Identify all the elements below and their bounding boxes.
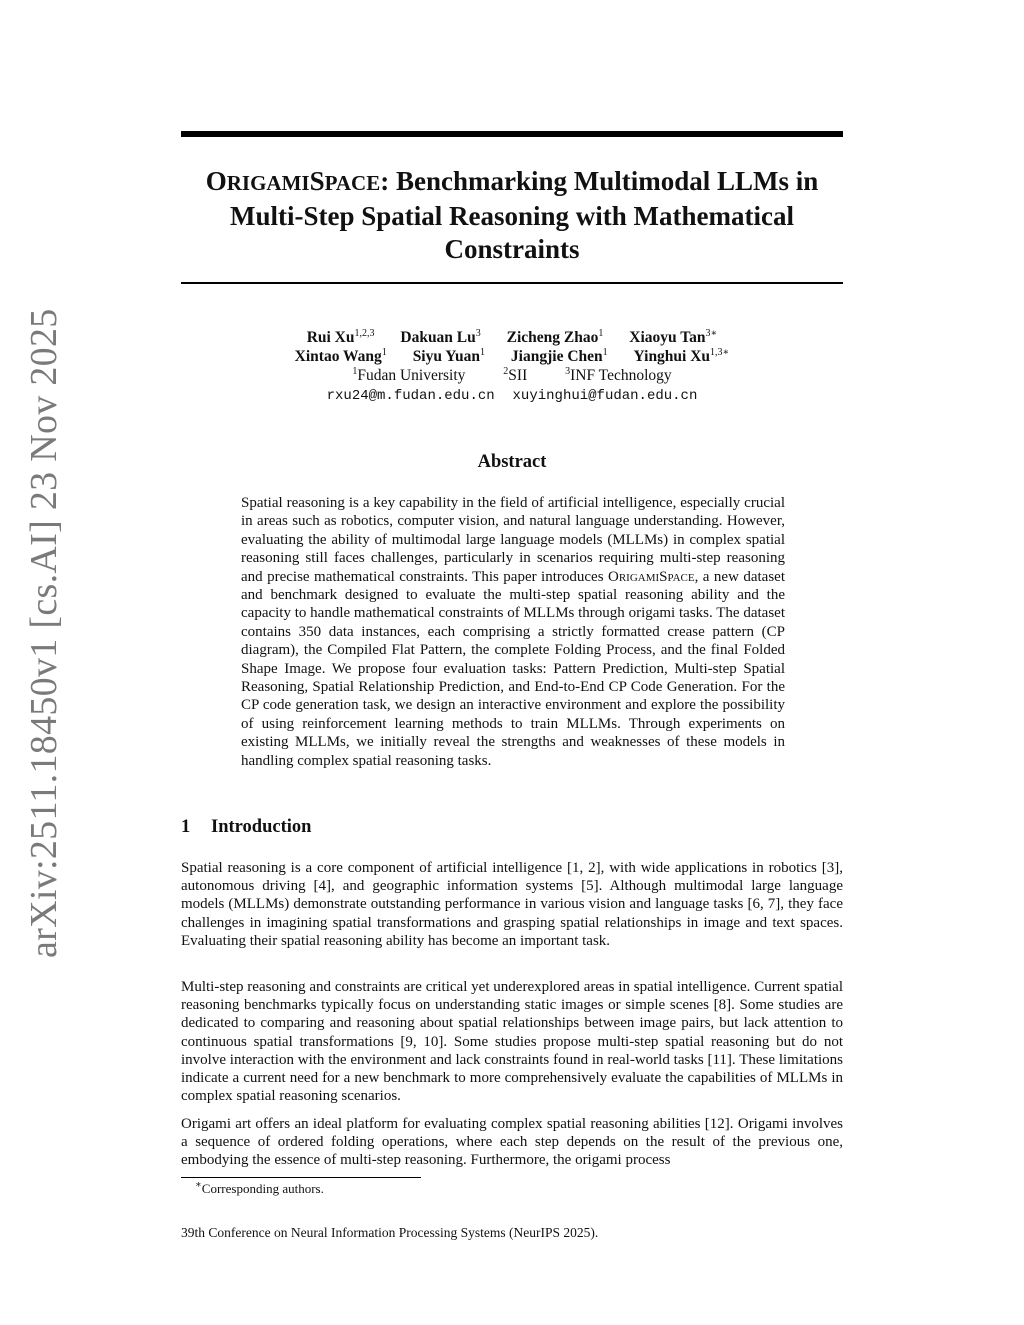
author-sup: 1 xyxy=(598,327,604,339)
section-number: 1 xyxy=(181,817,191,837)
author-sup: 3 xyxy=(475,327,481,339)
author-name: Siyu Yuan xyxy=(412,348,481,365)
title-line-2: Multi-Step Spatial Reasoning with Mathematical xyxy=(230,201,794,231)
author-name: Rui Xu xyxy=(306,329,355,346)
intro-paragraph-1: Spatial reasoning is a core component of artificial intelligence [1, 2], with wide applications in robotics [3], autonomous driving [4], and geographic information systems [5]. Although multimodal large language models (MLLMs) demonstrate outstanding performance in various vision and language tasks [6, 7], they face challenges in imagining spatial transformations and grasping spatial relationships in image and text spaces. Evaluating their spatial reasoning ability has become an important task. xyxy=(181,860,843,949)
title-name-rest-2: PACE xyxy=(324,171,381,195)
title-name-rest-1: RIGAMI xyxy=(226,171,310,195)
footnote-text: Corresponding authors. xyxy=(201,1181,324,1196)
author-block xyxy=(181,328,843,406)
abstract-body xyxy=(241,494,785,770)
abstract-benchmark-name: OrigamiSpace xyxy=(607,568,695,585)
author-name: Dakuan Lu xyxy=(400,329,476,346)
title-line-1-rest: : Benchmarking Multimodal LLMs in xyxy=(380,166,819,196)
arxiv-stamp: arXiv:2511.18450v1 [cs.AI] 23 Nov 2025 xyxy=(23,308,65,958)
affiliation: SII xyxy=(508,367,528,384)
title-top-rule xyxy=(181,131,843,137)
affiliation-sup: 1 xyxy=(352,365,358,377)
affiliation-sup: 2 xyxy=(503,365,509,377)
email-link[interactable]: xuyinghui@fudan.edu.cn xyxy=(512,388,698,404)
title-line-3: Constraints xyxy=(444,234,580,264)
author-sup: 1 xyxy=(480,346,486,358)
author-sup: 1 xyxy=(381,346,387,358)
intro-paragraph-2: Multi-step reasoning and constraints are critical yet underexplored areas in spatial intelligence. Current spatial reasoning benchmarks typically focus on understanding static images or simple scenes [8]. Some studies are dedicated to comparing and reasoning about spatial relationships between image pairs, but lack attention to continuous spatial transformations [9, 10]. Some studies propose multi-step spatial reasoning but do not involve interaction with the environment and lack constraints found in real-world tasks [11]. These limitations indicate a current need for a new benchmark to more comprehensively evaluate the capabilities of MLLMs in complex spatial reasoning scenarios. xyxy=(181,979,843,1105)
affiliation: Fudan University xyxy=(357,367,466,384)
abstract-text-after: , a new dataset and benchmark designed to evaluate the multi-step spatial reasoning ability and the capacity to handle mathematical constraints of MLLMs through origami tasks. The dataset contains 350 data instances, each comprising a strictly formatted crease pattern (CP diagram), the Compiled Flat Pattern, the complete Folding Process, and the final Folded Shape Image. We propose four evaluation tasks: Pattern Prediction, Multi-step Spatial Reasoning, Spatial Relationship Prediction, and End-to-End CP Code Generation. For the CP code generation task, we design an interactive environment and explore the possibility of using reinforcement learning methods to train MLLMs. Through experiments on existing MLLMs, we initially reveal the strengths and weaknesses of these models in handling complex spatial reasoning tasks. xyxy=(241,568,785,769)
affiliation-sup: 3 xyxy=(565,365,571,377)
author-sup: 3∗ xyxy=(705,327,718,339)
arxiv-sidebar xyxy=(14,308,74,958)
author-name: Xintao Wang xyxy=(294,348,382,365)
author-sup: 1,2,3 xyxy=(354,327,375,339)
author-name: Zicheng Zhao xyxy=(506,329,599,346)
author-sup: 1,3∗ xyxy=(710,346,730,358)
footnote xyxy=(195,1181,324,1197)
section-heading-introduction xyxy=(181,817,311,838)
author-row-1 xyxy=(181,328,843,347)
emails-row xyxy=(181,385,843,406)
abstract-text-before: Spatial reasoning is a key capability in the field of artificial intelligence, especially crucial in areas such as robotics, computer vision, and natural language understanding. However, evaluating the ability of multimodal large language models (MLLMs) in complex spatial reasoning still faces challenges, particularly in scenarios requiring multi-step reasoning and precise mathematical constraints. This paper introduces xyxy=(241,495,785,585)
footnote-rule xyxy=(181,1177,421,1178)
title-name-cap-o: O xyxy=(205,166,227,196)
intro-paragraph-3: Origami art offers an ideal platform for evaluating complex spatial reasoning abilities [12]. Origami involves a sequence of ordered folding operations, where each step depends on the result of the previous one, embodying the essence of multi-step reasoning. Furthermore, the origami process xyxy=(181,1116,843,1169)
affiliations-row xyxy=(181,366,843,385)
affiliation: INF Technology xyxy=(570,367,672,384)
paper-title xyxy=(181,165,843,266)
abstract-heading: Abstract xyxy=(477,452,547,472)
footnote-marker: ∗ xyxy=(195,1179,202,1191)
conference-note: 39th Conference on Neural Information Processing Systems (NeurIPS 2025). xyxy=(181,1225,599,1240)
title-line-1 xyxy=(206,166,819,196)
author-name: Yinghui Xu xyxy=(633,348,711,365)
author-row-2 xyxy=(181,347,843,366)
author-sup: 1 xyxy=(602,346,608,358)
title-bottom-rule xyxy=(181,282,843,284)
author-name: Xiaoyu Tan xyxy=(629,329,706,346)
email-link[interactable]: rxu24@m.fudan.edu.cn xyxy=(326,388,495,404)
section-title: Introduction xyxy=(211,817,312,837)
author-name: Jiangjie Chen xyxy=(510,348,603,365)
title-name-cap-s: S xyxy=(309,166,325,196)
